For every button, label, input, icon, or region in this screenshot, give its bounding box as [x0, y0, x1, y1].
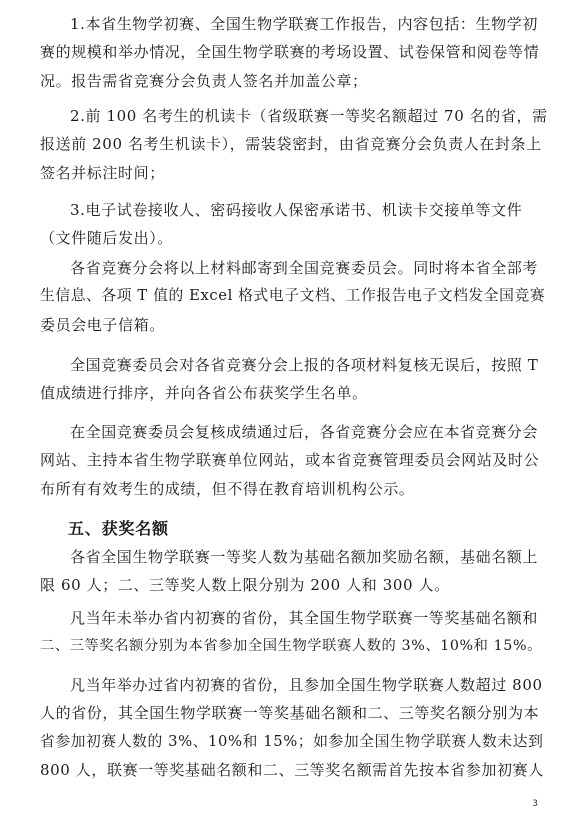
- text-line: 赛的规模和举办情况，全国生物学联赛的考场设置、试卷保管和阅卷等情: [40, 43, 540, 62]
- text-line: 3.电子试卷接收人、密码接收人保密承诺书、机读卡交接单等文件: [70, 201, 523, 219]
- paragraph-no-preliminary: [40, 604, 548, 661]
- text-line: 生信息、各项 T 值的 Excel 格式电子文档、工作报告电子文档发全国竞赛: [40, 287, 546, 305]
- paragraph-answer-sheets: [40, 102, 548, 187]
- paragraph-confidentiality-docs: [40, 196, 548, 253]
- text-line: 全国竞赛委员会对各省竞赛分会上报的各项材料复核无误后，按照 T: [70, 356, 539, 374]
- text-line: 省参加初赛人数的 3%、10%和 15%；如参加全国生物学联赛人数未达到: [40, 732, 544, 750]
- text-line: 凡当年未举办省内初赛的省份，其全国生物学联赛一等奖基础名额和: [70, 609, 539, 627]
- text-line: 限 60 人；二、三等奖人数上限分别为 200 人和 300 人。: [40, 576, 450, 595]
- text-line: 委员会电子信箱。: [40, 315, 165, 334]
- paragraph-mailing: [40, 254, 548, 339]
- text-line: 在全国竞赛委员会复核成绩通过后，各省竞赛分会应在本省竞赛分会: [70, 423, 539, 441]
- page-number: 3: [532, 799, 538, 809]
- paragraph-work-report: [40, 10, 548, 95]
- text-line: 二、三等奖名额分别为本省参加全国生物学联赛人数的 3%、10%和 15%。: [40, 638, 542, 655]
- text-line: 况。报告需省竞赛分会负责人签名并加盖公章；: [40, 71, 368, 90]
- text-line: 各省竞赛分会将以上材料邮寄到全国竞赛委员会。同时将本省全部考: [70, 259, 539, 277]
- paragraph-with-preliminary: [40, 671, 548, 784]
- text-line: 800 人，联赛一等奖基础名额和二、三等奖名额需首先按本省参加初赛人: [40, 760, 544, 779]
- paragraph-publish-results: [40, 418, 548, 503]
- text-line: 1.本省生物学初赛、全国生物学联赛工作报告，内容包括：生物学初: [70, 15, 538, 33]
- text-line: 签名并标注时间；: [40, 163, 165, 182]
- paragraph-review-ranking: [40, 351, 548, 408]
- paragraph-award-quota: [40, 543, 548, 600]
- text-line: 各省全国生物学联赛一等奖人数为基础名额加奖励名额，基础名额上: [70, 548, 539, 566]
- text-line: 人的省份，其全国生物学联赛一等奖基础名额和二、三等奖名额分别为本: [40, 704, 540, 723]
- text-line: 网站、主持本省生物学联赛单位网站，或本省竞赛管理委员会网站及时公: [40, 451, 540, 470]
- section-heading: 五、获奖名额: [68, 519, 169, 538]
- text-line: （文件随后发出）。: [40, 229, 173, 248]
- text-line: 报送前 200 名考生机读卡），需装袋密封，由省竞赛分会负责人在封条上: [40, 135, 542, 154]
- text-line: 2.前 100 名考生的机读卡（省级联赛一等奖名额超过 70 名的省，需: [70, 107, 548, 125]
- text-line: 凡当年举办过省内初赛的省份，且参加全国生物学联赛人数超过 800: [70, 676, 543, 694]
- text-line: 布所有有效考生的成绩，但不得在教育培训机构公示。: [40, 479, 415, 498]
- text-line: 值成绩进行排序，并向各省公布获奖学生名单。: [40, 384, 368, 403]
